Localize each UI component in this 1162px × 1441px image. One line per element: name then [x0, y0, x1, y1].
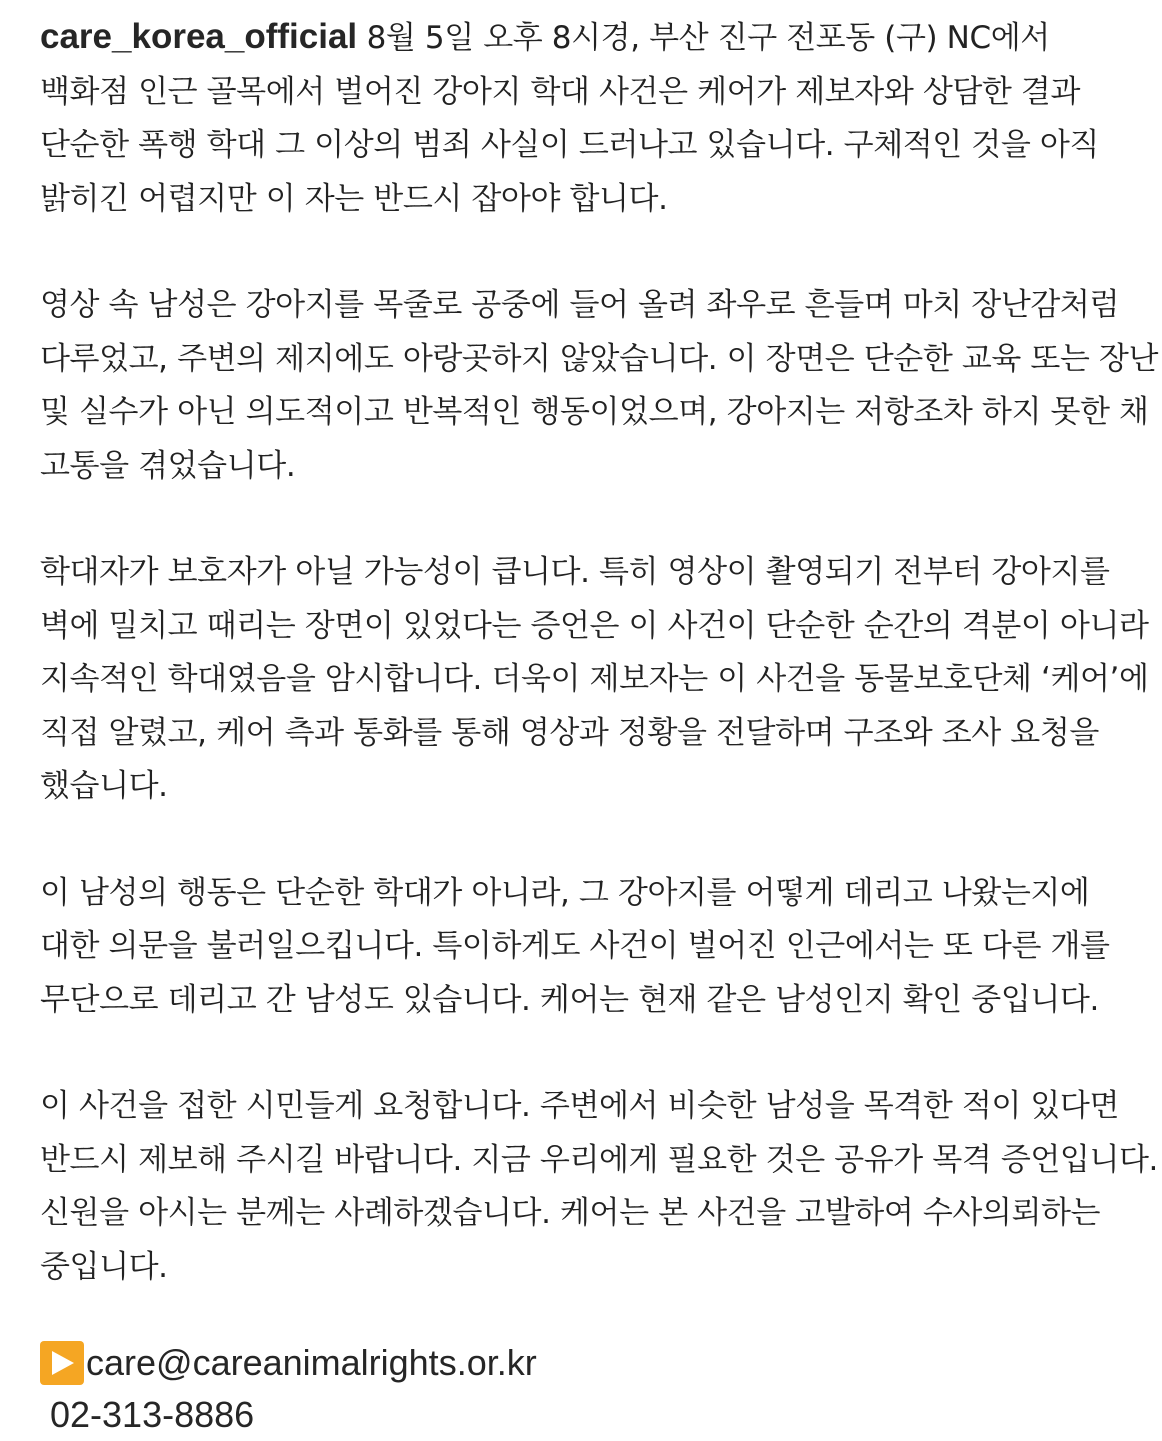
phone-row [40, 1389, 537, 1441]
post-caption [40, 10, 1159, 1294]
caption-line: 했습니다. [40, 768, 168, 804]
caption-line: 신원을 아시는 분께는 사례하겠습니다. 케어는 본 사건을 고발하여 수사의뢰하는 [40, 1195, 1101, 1231]
username-link[interactable]: care_korea_official [40, 17, 358, 56]
caption-line [40, 10, 1120, 66]
caption-paragraph-1 [40, 10, 1120, 226]
play-button-icon [40, 1341, 84, 1385]
caption-paragraph-5 [40, 1080, 1159, 1294]
caption-line-text: 8월 5일 오후 8시경, 부산 진구 전포동 (구) NC에서 [357, 20, 1050, 56]
caption-line: 중입니다. [40, 1248, 168, 1285]
caption-line: 및 실수가 아닌 의도적이고 반복적인 행동이었으며, 강아지는 저항조차 하지 못한 채 [40, 394, 1149, 430]
caption-line: 대한 의문을 불러일으킵니다. 특이하게도 사건이 벌어진 인근에서는 또 다른 개를 [40, 928, 1110, 964]
caption-line: 반드시 제보해 주시길 바랍니다. 지금 우리에게 필요한 것은 공유가 목격 증언입니다. [40, 1141, 1159, 1178]
caption-paragraph-3 [40, 546, 1149, 814]
caption-line: 백화점 인근 골목에서 벌어진 강아지 학대 사건은 케어가 제보자와 상담한 결과 [40, 73, 1081, 110]
caption-line: 이 사건을 접한 시민들게 요청합니다. 주변에서 비슷한 남성을 목격한 적이 있다면 [40, 1088, 1120, 1124]
caption-paragraph-2 [40, 279, 1159, 493]
caption-line: 학대자가 보호자가 아닐 가능성이 큽니다. 특히 영상이 촬영되기 전부터 강아지를 [40, 554, 1110, 590]
caption-paragraph-4 [40, 867, 1120, 1028]
caption-line: 무단으로 데리고 간 남성도 있습니다. 케어는 현재 같은 남성인지 확인 중입니다. [40, 981, 1099, 1018]
caption-line: 영상 속 남성은 강아지를 목줄로 공중에 들어 올려 좌우로 흔들며 마치 장난감처럼 [40, 287, 1120, 323]
caption-line: 이 남성의 행동은 단순한 학대가 아니라, 그 강아지를 어떻게 데리고 나왔는지에 [40, 874, 1090, 911]
email-row [40, 1337, 537, 1389]
phone-number[interactable]: 02-313-8886 [50, 1394, 255, 1435]
caption-line: 다루었고, 주변의 제지에도 아랑곳하지 않았습니다. 이 장면은 단순한 교육 또는 장난 [40, 340, 1159, 377]
contact-block [40, 1337, 537, 1441]
caption-line: 지속적인 학대였음을 암시합니다. 더욱이 제보자는 이 사건을 동물보호단체 ‘케어’에 [40, 661, 1149, 697]
caption-line: 밝히긴 어렵지만 이 자는 반드시 잡아야 합니다. [40, 180, 668, 217]
caption-line: 고통을 겪었습니다. [40, 447, 296, 484]
caption-line: 직접 알렸고, 케어 측과 통화를 통해 영상과 정황을 전달하며 구조와 조사 요청을 [40, 714, 1099, 751]
email-link[interactable]: care@careanimalrights.or.kr [86, 1342, 537, 1383]
caption-line: 단순한 폭행 학대 그 이상의 범죄 사실이 드러나고 있습니다. 구체적인 것을 아직 [40, 127, 1099, 163]
caption-line: 벽에 밀치고 때리는 장면이 있었다는 증언은 이 사건이 단순한 순간의 격분이 아니라 [40, 607, 1149, 644]
